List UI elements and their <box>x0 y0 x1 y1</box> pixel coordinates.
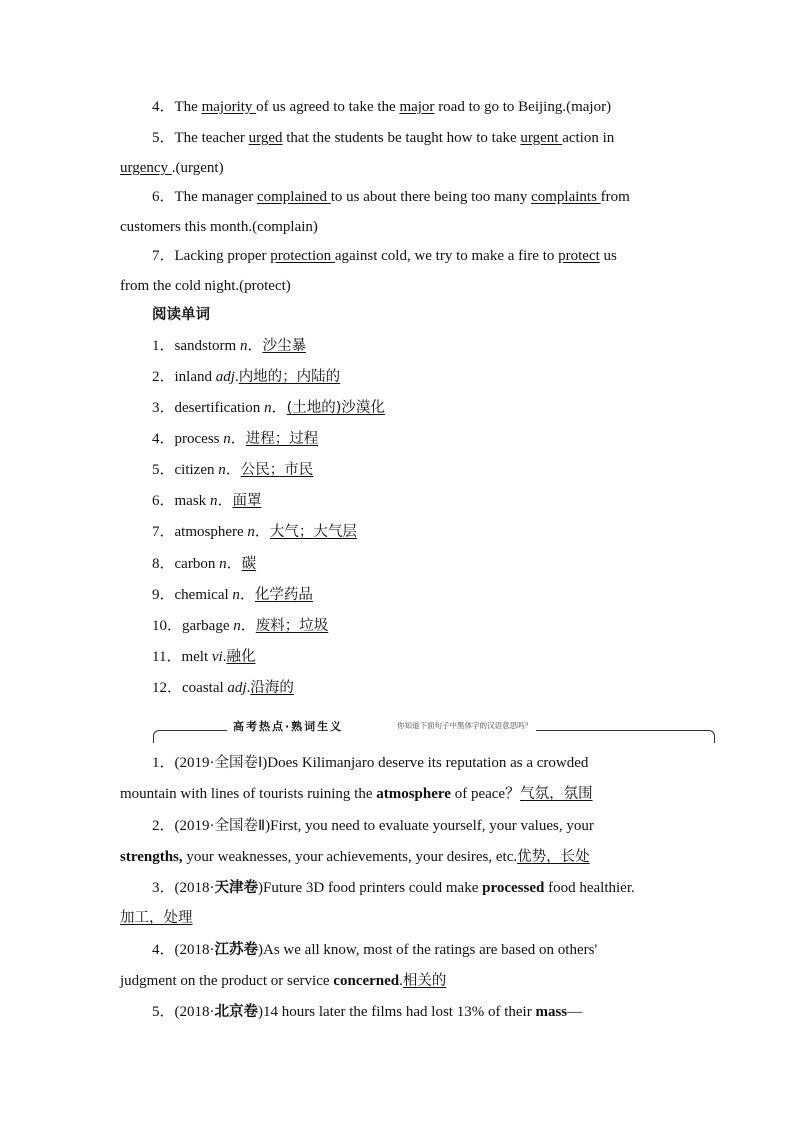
text: )14 hours later the films had lost 13% of their <box>258 1004 536 1020</box>
text: 公民；市民 <box>240 462 314 478</box>
text: 6．The manager <box>152 189 257 205</box>
text: (土地的)沙漠化 <box>286 400 385 416</box>
banner-title: 高考热点·熟词生义 <box>227 718 349 734</box>
answer-blank: protect <box>558 248 600 264</box>
text: 1． <box>152 338 175 354</box>
text: 12． <box>152 680 183 696</box>
exercise-7 <box>152 246 712 266</box>
text: 5． <box>152 462 175 478</box>
exercise-7-cont <box>120 276 680 296</box>
text: )Does Kilimanjaro deserve its reputation as a crowded <box>262 755 589 771</box>
question-1-cont <box>120 784 680 804</box>
text: adj <box>227 680 247 696</box>
text: of peace？ <box>450 786 521 802</box>
text: mountain with lines of tourists ruining the <box>120 786 377 802</box>
exercise-5-cont <box>120 158 680 178</box>
answer-blank: majority <box>201 99 257 115</box>
text: 7．Lacking proper <box>152 248 271 264</box>
answer-blank: complained <box>256 189 331 205</box>
question-3-cont <box>120 908 680 928</box>
text: food healthier. <box>544 880 635 896</box>
text: )First, you need to evaluate yourself, your values, your <box>265 818 594 834</box>
vocab-item <box>152 336 712 356</box>
text: 面罩 <box>232 493 262 509</box>
text: 11． <box>152 649 182 665</box>
text: garbage <box>182 618 234 634</box>
text: 2． <box>152 369 175 385</box>
text: citizen <box>174 462 219 478</box>
text: atmosphere <box>174 524 248 540</box>
text: 优势，长处 <box>517 849 590 865</box>
answer-blank: urgency <box>120 160 172 176</box>
answer-blank: complaints <box>531 189 601 205</box>
text: processed <box>482 880 545 896</box>
answer-blank: protection <box>270 248 335 264</box>
text: 进程；过程 <box>245 431 319 447</box>
text: . <box>222 649 227 665</box>
text: 沙尘暴 <box>262 338 306 354</box>
text: 5．(2018· <box>152 1004 215 1020</box>
exercise-6-cont <box>120 217 680 237</box>
text: that the students be taught how to take <box>282 130 521 146</box>
text: n <box>247 524 255 540</box>
text: 8． <box>152 556 175 572</box>
text: mask <box>174 493 210 509</box>
text: ． <box>254 524 270 540</box>
text: )Future 3D food printers could make <box>258 880 483 896</box>
text: 内地的；内陆的 <box>238 369 341 385</box>
text: against cold, we try to make a fire to <box>334 248 559 264</box>
text: .(urgent) <box>171 160 224 176</box>
text: 全国卷Ⅱ <box>214 818 266 834</box>
vocab-item <box>152 647 712 667</box>
text: ． <box>240 618 256 634</box>
question-2 <box>152 816 712 836</box>
text: judgment on the product or service <box>120 973 334 989</box>
text: 6． <box>152 493 175 509</box>
text: 4．The <box>152 99 202 115</box>
text: n <box>219 556 227 572</box>
text: mass <box>535 1004 568 1020</box>
text: ． <box>217 493 233 509</box>
text: 10． <box>152 618 183 634</box>
text: ． <box>225 462 241 478</box>
text: . <box>246 680 251 696</box>
answer-blank: major <box>399 99 435 115</box>
vocab-item <box>152 460 712 480</box>
text: n <box>232 587 240 603</box>
text: your weaknesses, your achievements, your desires, etc. <box>182 849 518 865</box>
vocab-item <box>152 398 712 418</box>
text: ． <box>247 338 263 354</box>
text: 2．(2019· <box>152 818 215 834</box>
question-5 <box>152 1002 712 1022</box>
text: desertification <box>174 400 265 416</box>
text: from <box>600 189 630 205</box>
vocab-item <box>152 522 712 542</box>
text: 北京卷 <box>214 1004 258 1020</box>
text: 7． <box>152 524 175 540</box>
text: action in <box>562 130 615 146</box>
text: ． <box>230 431 246 447</box>
text: carbon <box>174 556 220 572</box>
text: n <box>223 431 231 447</box>
text: 加工，处理 <box>120 910 193 926</box>
text: concerned <box>333 973 400 989</box>
vocab-item <box>152 554 712 574</box>
vocab-item <box>152 678 712 698</box>
text: 沿海的 <box>250 680 294 696</box>
text: chemical <box>174 587 233 603</box>
text: )As we all know, most of the ratings are based on others' <box>258 942 598 958</box>
exercise-6 <box>152 187 712 207</box>
text: from the cold night.(protect) <box>120 278 291 294</box>
text: 全国卷Ⅰ <box>214 755 263 771</box>
text: 大气；大气层 <box>269 524 357 540</box>
text: atmosphere <box>376 786 451 802</box>
text: 4．(2018· <box>152 942 215 958</box>
question-1 <box>152 753 712 773</box>
text: inland <box>174 369 216 385</box>
question-4 <box>152 940 712 960</box>
question-2-cont <box>120 847 680 867</box>
text: n <box>218 462 226 478</box>
text: sandstorm <box>174 338 240 354</box>
text: melt <box>181 649 212 665</box>
text: ． <box>226 556 242 572</box>
text: 4． <box>152 431 175 447</box>
text: . <box>234 369 239 385</box>
text: to us about there being too many <box>330 189 532 205</box>
text: 9． <box>152 587 175 603</box>
exercise-4 <box>152 97 712 117</box>
text: 碳 <box>241 556 257 572</box>
text: n <box>209 493 218 509</box>
text: process <box>174 431 224 447</box>
text: 1．(2019· <box>152 755 215 771</box>
text: n <box>239 338 248 354</box>
text: n <box>233 618 241 634</box>
vocab-item <box>152 367 712 387</box>
vocab-item <box>152 491 712 511</box>
text: 3． <box>152 400 175 416</box>
answer-blank: urged <box>248 130 283 146</box>
text: 相关的 <box>402 973 447 989</box>
text: 融化 <box>226 649 256 665</box>
text: of us agreed to take the <box>256 99 400 115</box>
text: ． <box>239 587 255 603</box>
text: 江苏卷 <box>214 942 258 958</box>
text: 天津卷 <box>214 880 258 896</box>
text: 化学药品 <box>254 587 313 603</box>
text: 气氛，氛围 <box>520 786 593 802</box>
text: n <box>264 400 272 416</box>
text: customers this month.(complain) <box>120 219 318 235</box>
text: ． <box>271 400 287 416</box>
answer-blank: urgent <box>520 130 563 146</box>
text: vi <box>211 649 223 665</box>
question-3 <box>152 878 712 898</box>
vocab-item <box>152 429 712 449</box>
vocab-heading: 阅读单词 <box>152 307 210 323</box>
text: . <box>399 973 403 989</box>
text: strengths, <box>120 849 183 865</box>
text: 3．(2018· <box>152 880 215 896</box>
text: road to go to Beijing.(major) <box>434 99 612 115</box>
text: 5．The teacher <box>152 130 249 146</box>
exercise-5 <box>152 128 712 148</box>
vocab-item <box>152 585 712 605</box>
banner-subtitle: 你知道下面句子中黑体字的汉语意思吗？ <box>393 720 536 731</box>
text: coastal <box>182 680 228 696</box>
text: 废料；垃圾 <box>255 618 329 634</box>
text: us <box>599 248 617 264</box>
section-banner <box>153 716 715 742</box>
question-4-cont <box>120 971 680 991</box>
text: adj <box>215 369 235 385</box>
text: — <box>567 1004 583 1020</box>
vocab-item <box>152 616 712 636</box>
